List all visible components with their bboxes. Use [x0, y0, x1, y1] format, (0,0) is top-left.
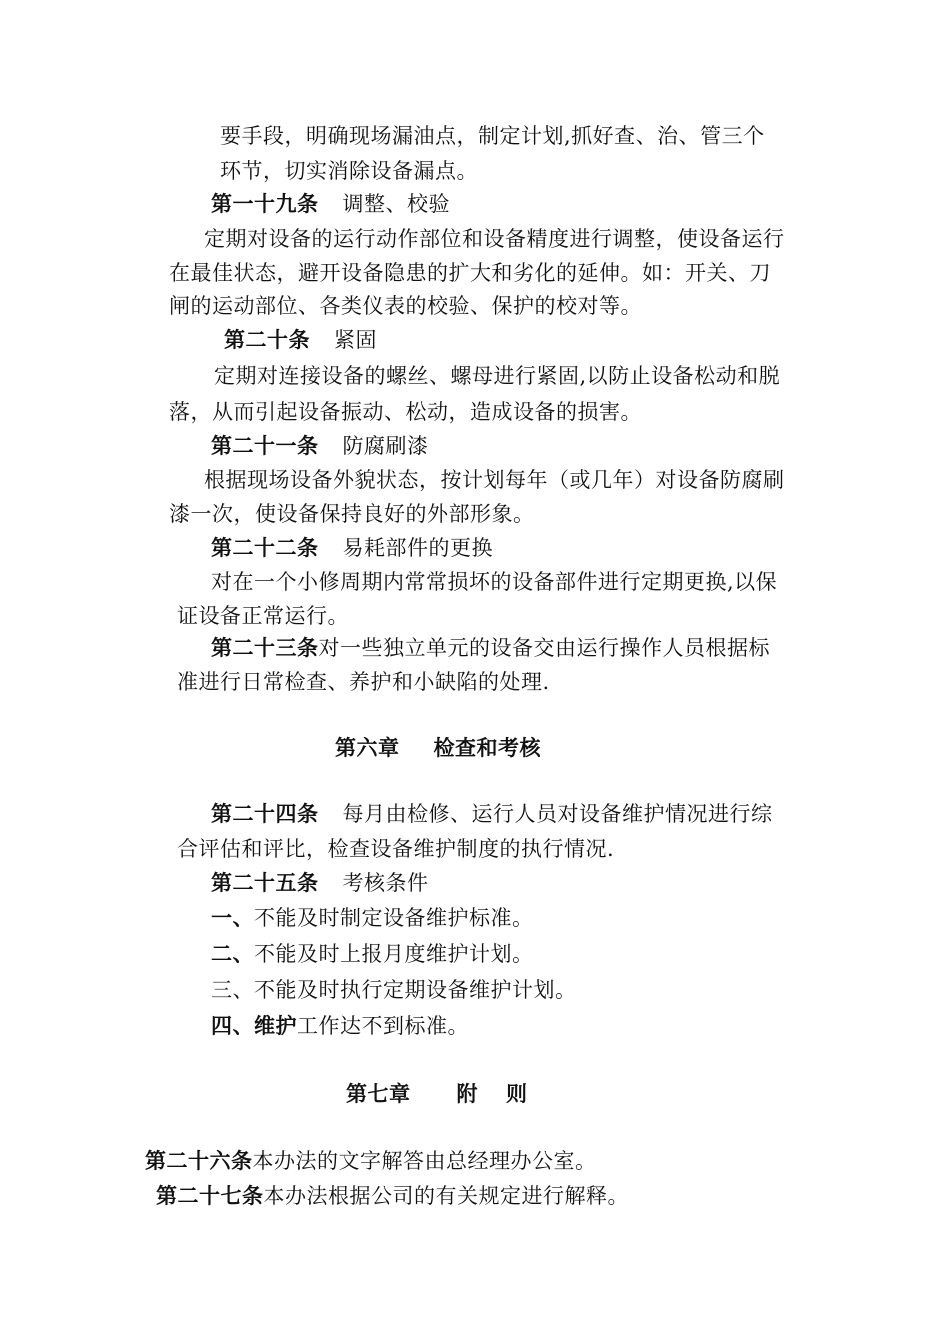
article-number: 第一十九条	[211, 192, 319, 216]
list-item	[211, 940, 534, 968]
article-number: 第二十条	[224, 328, 310, 352]
chapter-title: 检查和考核	[433, 736, 541, 760]
article-number: 第二十四条	[211, 802, 319, 826]
article-number: 第二十二条	[211, 536, 319, 560]
article-subject: 紧固	[334, 328, 377, 352]
paragraph-line	[169, 500, 535, 528]
chapter-7-heading	[346, 1080, 528, 1108]
list-number: 二、	[211, 942, 254, 966]
article-number: 第二十六条	[145, 1149, 253, 1173]
article-22-heading	[211, 534, 493, 562]
article-number: 第二十三条	[211, 636, 319, 660]
text-run: 对在一个小修周期内常常损坏的设备部件进行定期更换,以保	[211, 570, 778, 594]
paragraph-line	[177, 835, 614, 863]
paragraph-line	[169, 292, 642, 320]
chapter-title: 附	[456, 1082, 478, 1106]
text-run: 根据现场设备外貌状态，按计划每年（或几年）对设备防腐刷	[204, 468, 785, 492]
article-subject: 考核条件	[342, 871, 429, 895]
text-run: 落，从而引起设备振动、松动，造成设备的损害。	[169, 400, 642, 424]
list-number: 一、	[211, 906, 254, 930]
article-26-line	[145, 1147, 597, 1175]
article-subject: 调整、校验	[342, 192, 450, 216]
text-run: 工作达不到标准。	[297, 1014, 469, 1038]
chapter-6-heading	[335, 734, 541, 762]
text-run: 合评估和评比，检查设备维护制度的执行情况.	[177, 837, 615, 861]
text-run: 不能及时上报月度维护计划。	[254, 942, 534, 966]
text-run: 环节，切实消除设备漏点。	[220, 159, 478, 183]
text-run: 不能及时制定设备维护标准。	[254, 906, 534, 930]
paragraph-line	[169, 398, 642, 426]
article-25-heading	[211, 869, 429, 897]
list-item	[211, 904, 534, 932]
chapter-number: 第六章	[335, 736, 400, 760]
article-subject: 防腐刷漆	[342, 434, 429, 458]
text-run: 每月由检修、运行人员对设备维护情况进行综	[342, 802, 773, 826]
paragraph-line	[214, 362, 780, 390]
paragraph-line	[204, 466, 785, 494]
list-item	[211, 976, 577, 1004]
article-23-heading	[211, 634, 770, 662]
article-subject: 易耗部件的更换	[342, 536, 493, 560]
text-run: 定期对设备的运行动作部位和设备精度进行调整，使设备运行	[204, 227, 785, 251]
paragraph-line	[211, 568, 777, 596]
paragraph-line	[169, 259, 771, 287]
article-21-heading	[211, 432, 429, 460]
text-run: 闸的运动部位、各类仪表的校验、保护的校对等。	[169, 294, 642, 318]
text-run: 定期对连接设备的螺丝、螺母进行紧固,以防止设备松动和脱	[214, 364, 781, 388]
article-number: 第二十一条	[211, 434, 319, 458]
article-19-heading	[211, 190, 450, 218]
text-run: 对一些独立单元的设备交由运行操作人员根据标	[318, 636, 770, 660]
text-run: 准进行日常检查、养护和小缺陷的处理.	[177, 670, 550, 694]
article-27-line	[156, 1182, 629, 1210]
list-number: 四、维护	[211, 1014, 297, 1038]
article-24-heading	[211, 800, 773, 828]
article-number: 第二十七条	[156, 1184, 264, 1208]
text-run: 三、不能及时执行定期设备维护计划。	[211, 978, 577, 1002]
text-run: 证设备正常运行。	[177, 604, 349, 628]
paragraph-line	[220, 157, 478, 185]
chapter-title: 则	[506, 1082, 528, 1106]
paragraph-line	[220, 122, 765, 150]
paragraph-line	[204, 225, 785, 253]
list-item	[211, 1012, 469, 1040]
paragraph-line	[177, 668, 550, 696]
text-run: 本办法的文字解答由总经理办公室。	[252, 1149, 597, 1173]
text-run: 要手段，明确现场漏油点，制定计划,抓好查、治、管三个	[220, 124, 765, 148]
paragraph-line	[177, 602, 349, 630]
article-20-heading	[224, 326, 377, 354]
text-run: 在最佳状态，避开设备隐患的扩大和劣化的延伸。如：开关、刀	[169, 261, 771, 285]
chapter-number: 第七章	[346, 1082, 411, 1106]
text-run: 漆一次，使设备保持良好的外部形象。	[169, 502, 535, 526]
article-number: 第二十五条	[211, 871, 319, 895]
text-run: 本办法根据公司的有关规定进行解释。	[263, 1184, 629, 1208]
